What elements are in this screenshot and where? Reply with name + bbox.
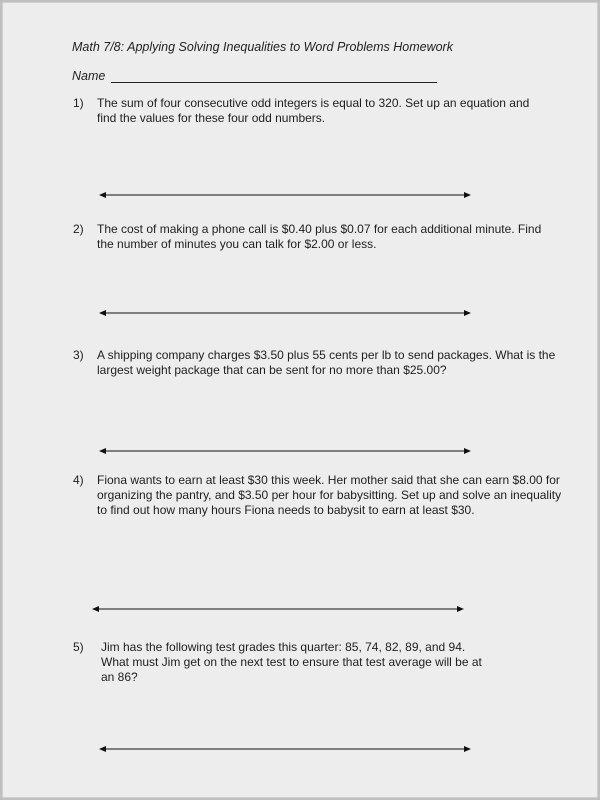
name-field [72,69,437,83]
number-line-2 [99,308,471,318]
problem-number: 1) [73,96,84,110]
problem-line: to find out how many hours Fiona needs to babysit to earn at least $30. [97,503,475,517]
problem-number: 3) [73,348,84,362]
problem-text [97,222,541,252]
problem-line: Fiona wants to earn at least $30 this week. Her mother said that she can earn $8.00 for [97,473,560,487]
problem-number: 4) [73,473,84,487]
number-line-1 [99,190,471,200]
number-line-5 [99,744,471,754]
problem-line: the number of minutes you can talk for $2.00 or less. [97,237,377,251]
problem-line: find the values for these four odd numbers. [97,111,326,125]
problem-line: The cost of making a phone call is $0.40 plus $0.07 for each additional minute. Find [97,222,542,236]
problem-line: The sum of four consecutive odd integers is equal to 320. Set up an equation and [97,96,530,110]
problem-number: 2) [73,222,84,236]
problem-text [97,96,529,126]
worksheet-page [2,2,598,798]
worksheet-title: Math 7/8: Applying Solving Inequalities to Word Problems Homework [72,40,453,54]
problem-text [97,348,555,378]
name-label: Name [72,69,106,83]
problem-text [101,640,482,685]
problem-line: an 86? [101,670,138,684]
problem-line: largest weight package that can be sent for no more than $25.00? [97,363,447,377]
problem-line: Jim has the following test grades this quarter: 85, 74, 82, 89, and 94. [101,640,466,654]
number-line-3 [99,446,471,456]
problem-number: 5) [73,640,84,654]
number-line-4 [92,604,464,614]
name-blank-line [111,70,437,83]
problem-line: A shipping company charges $3.50 plus 55 cents per lb to send packages. What is the [97,348,556,362]
problem-text [97,473,561,518]
problem-line: organizing the pantry, and $3.50 per hour for babysitting. Set up and solve an inequality [97,488,562,502]
problem-line: What must Jim get on the next test to ensure that test average will be at [101,655,482,669]
